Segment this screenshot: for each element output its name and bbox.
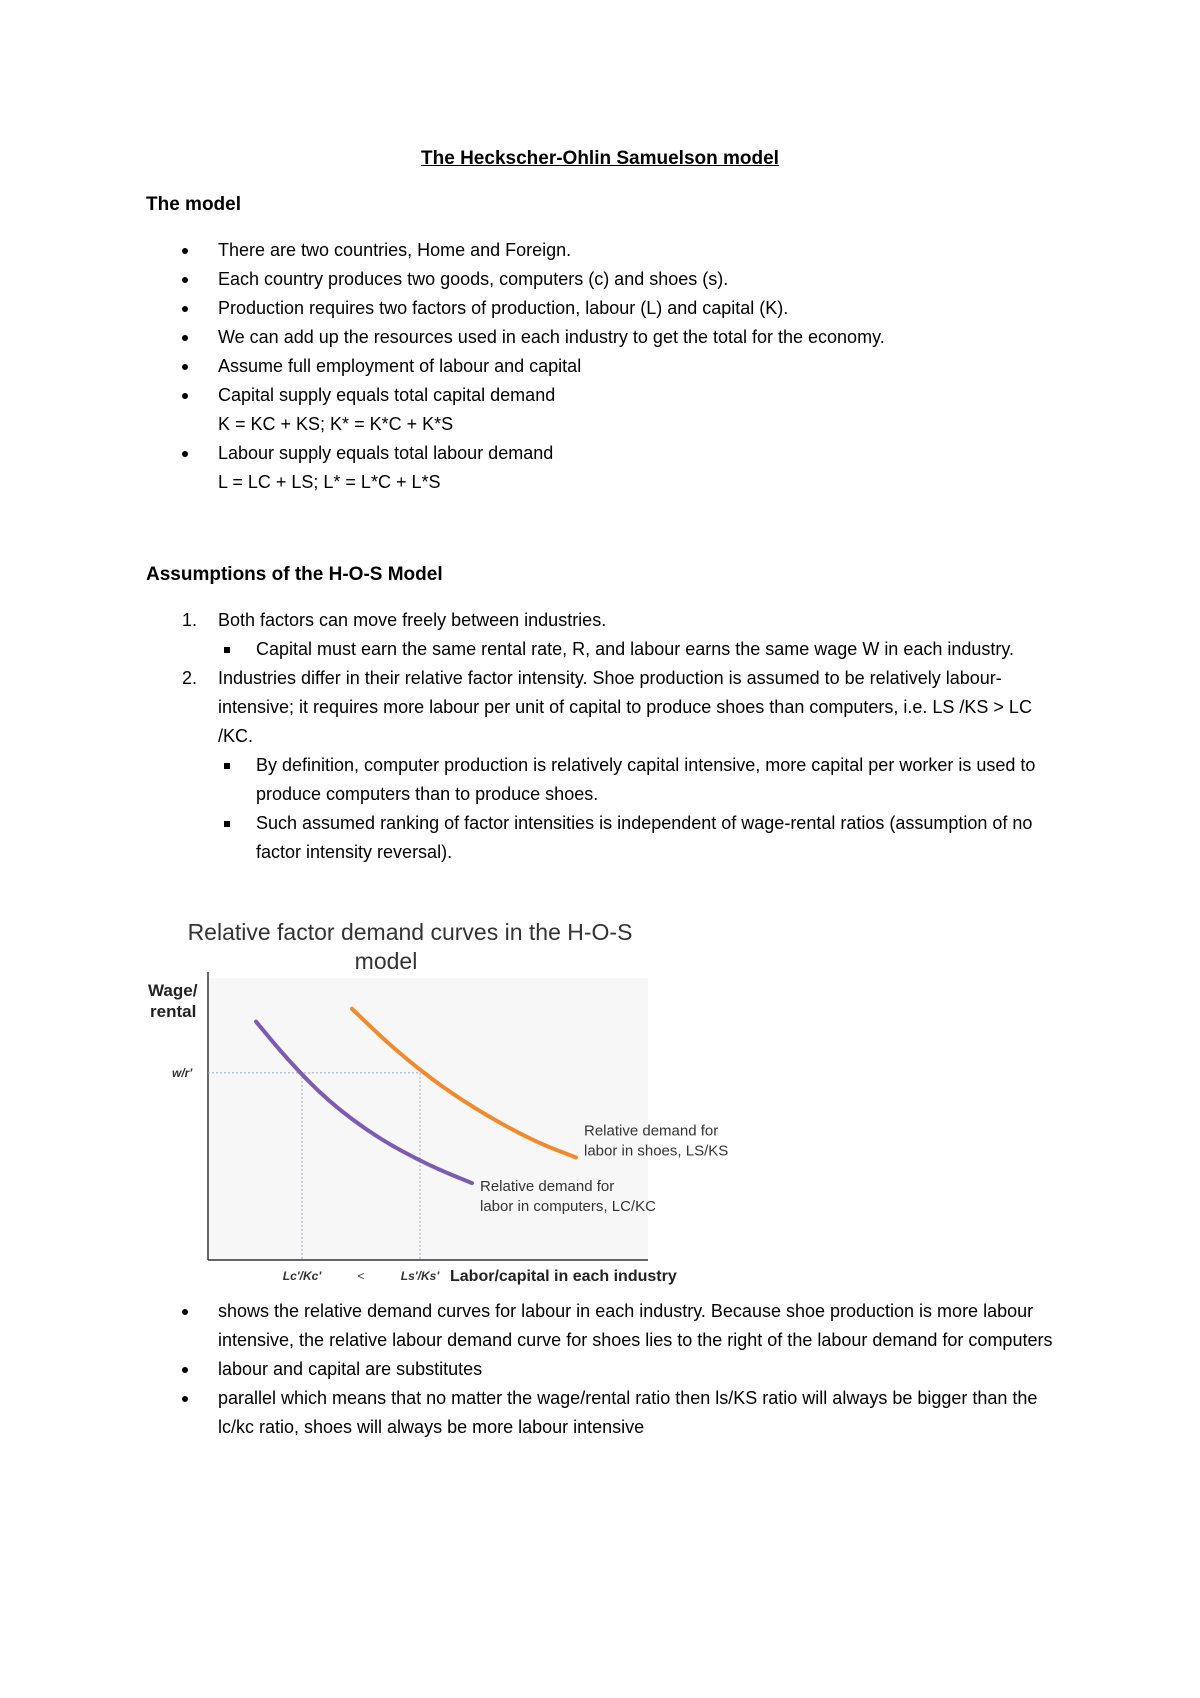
chart-title-line2: model [354,948,418,974]
y-axis-label-line1: Wage/ [148,981,198,1000]
x-axis-label: Labor/capital in each industry [450,1268,677,1285]
list-item: Assume full employment of labour and capital [146,352,1066,381]
bullet-icon [182,1396,188,1402]
list-item: Production requires two factors of production, labour (L) and capital (K). [146,294,1066,323]
x-marker-less-than: < [357,1269,365,1283]
list-item: 2. Industries differ in their relative factor intensity. Shoe production is assumed to be relatively labour-intensive; it requires more labour per unit of capital to produce shoes than computers, i.e. LS /KS > LC /KC. By definition, computer production is relatively capital intensive, more capital per worker is used to produce computers than to produce shoes. Such assumed ranking of factor intensities is independent of wage-rental ratios (assumption of no factor intensity reversal). [146,664,1066,867]
list-item: There are two countries, Home and Foreign. [146,236,1066,265]
y-axis-label-line2: rental [150,1002,197,1021]
list-item: parallel which means that no matter the wage/rental ratio then ls/KS ratio will always be bigger than the lc/kc ratio, shoes will always be more labour intensive [146,1384,1066,1442]
shoes-curve-label-line1: Relative demand for [584,1122,719,1140]
section-heading-model: The model [146,194,242,215]
list-item: Capital supply equals total capital demand K = KC + KS; K* = K*C + K*S [146,381,1066,439]
bullet-icon [182,306,188,312]
list-item: labour and capital are substitutes [146,1355,1066,1384]
bullet-icon [182,277,188,283]
x-marker-label-computers: Lc'/Kc' [282,1269,322,1283]
sub-list-item: By definition, computer production is relatively capital intensive, more capital per worker is used to produce computers than to produce shoes. [218,751,1066,809]
square-bullet-icon [224,763,230,769]
bullet-icon [182,364,188,370]
list-item: We can add up the resources used in each industry to get the total for the economy. [146,323,1066,352]
computers-curve-label-line2: labor in computers, LC/KC [480,1198,656,1216]
factor-demand-chart [148,919,729,1290]
bullet-icon [182,451,188,457]
chart-notes-list [146,1297,1066,1442]
capital-equation: K = KC + KS; K* = K*C + K*S [218,414,454,434]
chart-svg [148,919,729,1290]
section-heading-assumptions: Assumptions of the H-O-S Model [146,564,443,585]
assumptions-list [146,606,1066,867]
sub-list-item: Such assumed ranking of factor intensities is independent of wage-rental ratios (assumption of no factor intensity reversal). [218,809,1066,867]
model-bullet-list [146,236,1066,497]
plot-background [208,978,648,1260]
square-bullet-icon [224,821,230,827]
chart-title-line1: Relative factor demand curves in the H-O-S [187,919,633,945]
sub-list-item: Capital must earn the same rental rate, R, and labour earns the same wage W in each industry. [218,635,1066,664]
labour-equation: L = LC + LS; L* = L*C + L*S [218,472,441,492]
y-marker-label: w/r' [172,1065,193,1080]
shoes-curve-label-line2: labor in shoes, LS/KS [584,1142,729,1160]
plot-area [172,972,728,1285]
bullet-icon [182,393,188,399]
list-item: 1. Both factors can move freely between industries. Capital must earn the same rental rate, R, and labour earns the same wage W in each industry. [146,606,1066,664]
computers-curve-label-line1: Relative demand for [480,1178,615,1196]
bullet-icon [182,248,188,254]
list-item: Labour supply equals total labour demand L = LC + LS; L* = L*C + L*S [146,439,1066,497]
document-title: The Heckscher-Ohlin Samuelson model [421,148,779,169]
bullet-icon [182,1309,188,1315]
list-item: shows the relative demand curves for labour in each industry. Because shoe production is more labour intensive, the relative labour demand curve for shoes lies to the right of the labour demand for computers [146,1297,1066,1355]
square-bullet-icon [224,647,230,653]
bullet-icon [182,335,188,341]
x-marker-label-shoes: Ls'/Ks' [400,1269,440,1283]
list-item: Each country produces two goods, computers (c) and shoes (s). [146,265,1066,294]
bullet-icon [182,1367,188,1373]
